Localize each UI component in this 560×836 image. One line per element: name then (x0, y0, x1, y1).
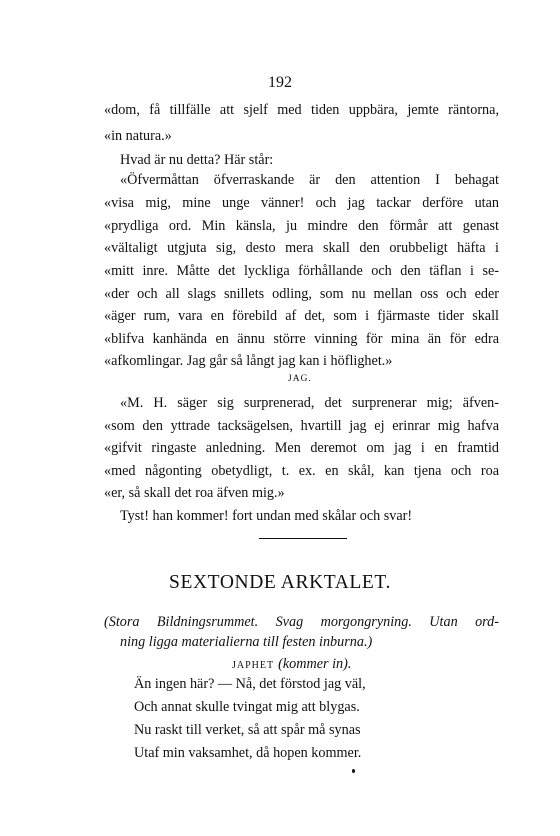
text-line: «dom, få tillfälle att sjelf med tiden uppbära, jemte räntorna, (104, 102, 499, 118)
verse-line: Och annat skulle tvingat mig att blygas. (134, 699, 360, 715)
text-line: «med någonting obetydligt, t. ex. en skål, kan tjena och roa (104, 463, 499, 479)
text-line: «visa mig, mine unge vänner! och jag tackar derföre utan (104, 195, 499, 211)
verse-line: Än ingen här? — Nå, det förstod jag väl, (134, 676, 366, 692)
act-heading: SEXTONDE ARKTALET. (169, 572, 391, 593)
text-line: «som den yttrade tacksägelsen, hvartill jag ej erinrar mig hafva (104, 418, 499, 434)
text-line: «blifva kanhända en ännu större vinning för mina än för edra (104, 331, 499, 347)
speaker-direction: (kommer in). (278, 656, 352, 672)
page-number: 192 (268, 74, 292, 91)
text-line: «Öfvermåttan öfverraskande är den attention I behagat (120, 172, 499, 188)
text-line: Hvad är nu detta? Här står: (120, 152, 274, 168)
stage-direction-line: (Stora Bildningsrummet. Svag morgongryning. Utan ord- (104, 614, 499, 630)
text-line: «in natura.» (104, 128, 172, 144)
stage-direction-line: ning ligga materialierna till festen inburna.) (120, 634, 373, 650)
text-line: «er, så skall det roa äfven mig.» (104, 485, 285, 501)
text-line: Tyst! han kommer! fort undan med skålar och svar! (120, 508, 413, 524)
text-line: «der och all slags snillets odling, som nu mellan oss och eder (104, 286, 499, 302)
letter-signature: JAG. (288, 374, 312, 384)
section-divider (259, 538, 347, 539)
verse-line: Nu raskt till verket, så att spår må synas (134, 722, 361, 738)
verse-line: Utaf min vaksamhet, då hopen kommer. (134, 745, 362, 761)
text-line: «prydliga ord. Min känsla, ju mindre den förmår att genast (104, 218, 499, 234)
text-line: «M. H. säger sig surprenerad, det surprenerar mig; äfven- (120, 395, 499, 411)
text-line: «afkomlingar. Jag går så långt jag kan i höflighet.» (104, 353, 393, 369)
text-line: «vältaligt utgjuta sig, desto mera skall den orubbeligt häfta i (104, 240, 499, 256)
speaker-name: JAPHET (232, 660, 275, 671)
text-line: «mitt inre. Måtte det lyckliga förhållande och den täflan i se- (104, 263, 499, 279)
speaker-line (232, 654, 351, 676)
text-line: «äger rum, vara en förebild af det, som i fjärmaste tider skall (104, 308, 499, 324)
printer-mark (352, 769, 355, 773)
text-line: «gifvit ringaste anledning. Men deremot om jag i en framtid (104, 440, 499, 456)
